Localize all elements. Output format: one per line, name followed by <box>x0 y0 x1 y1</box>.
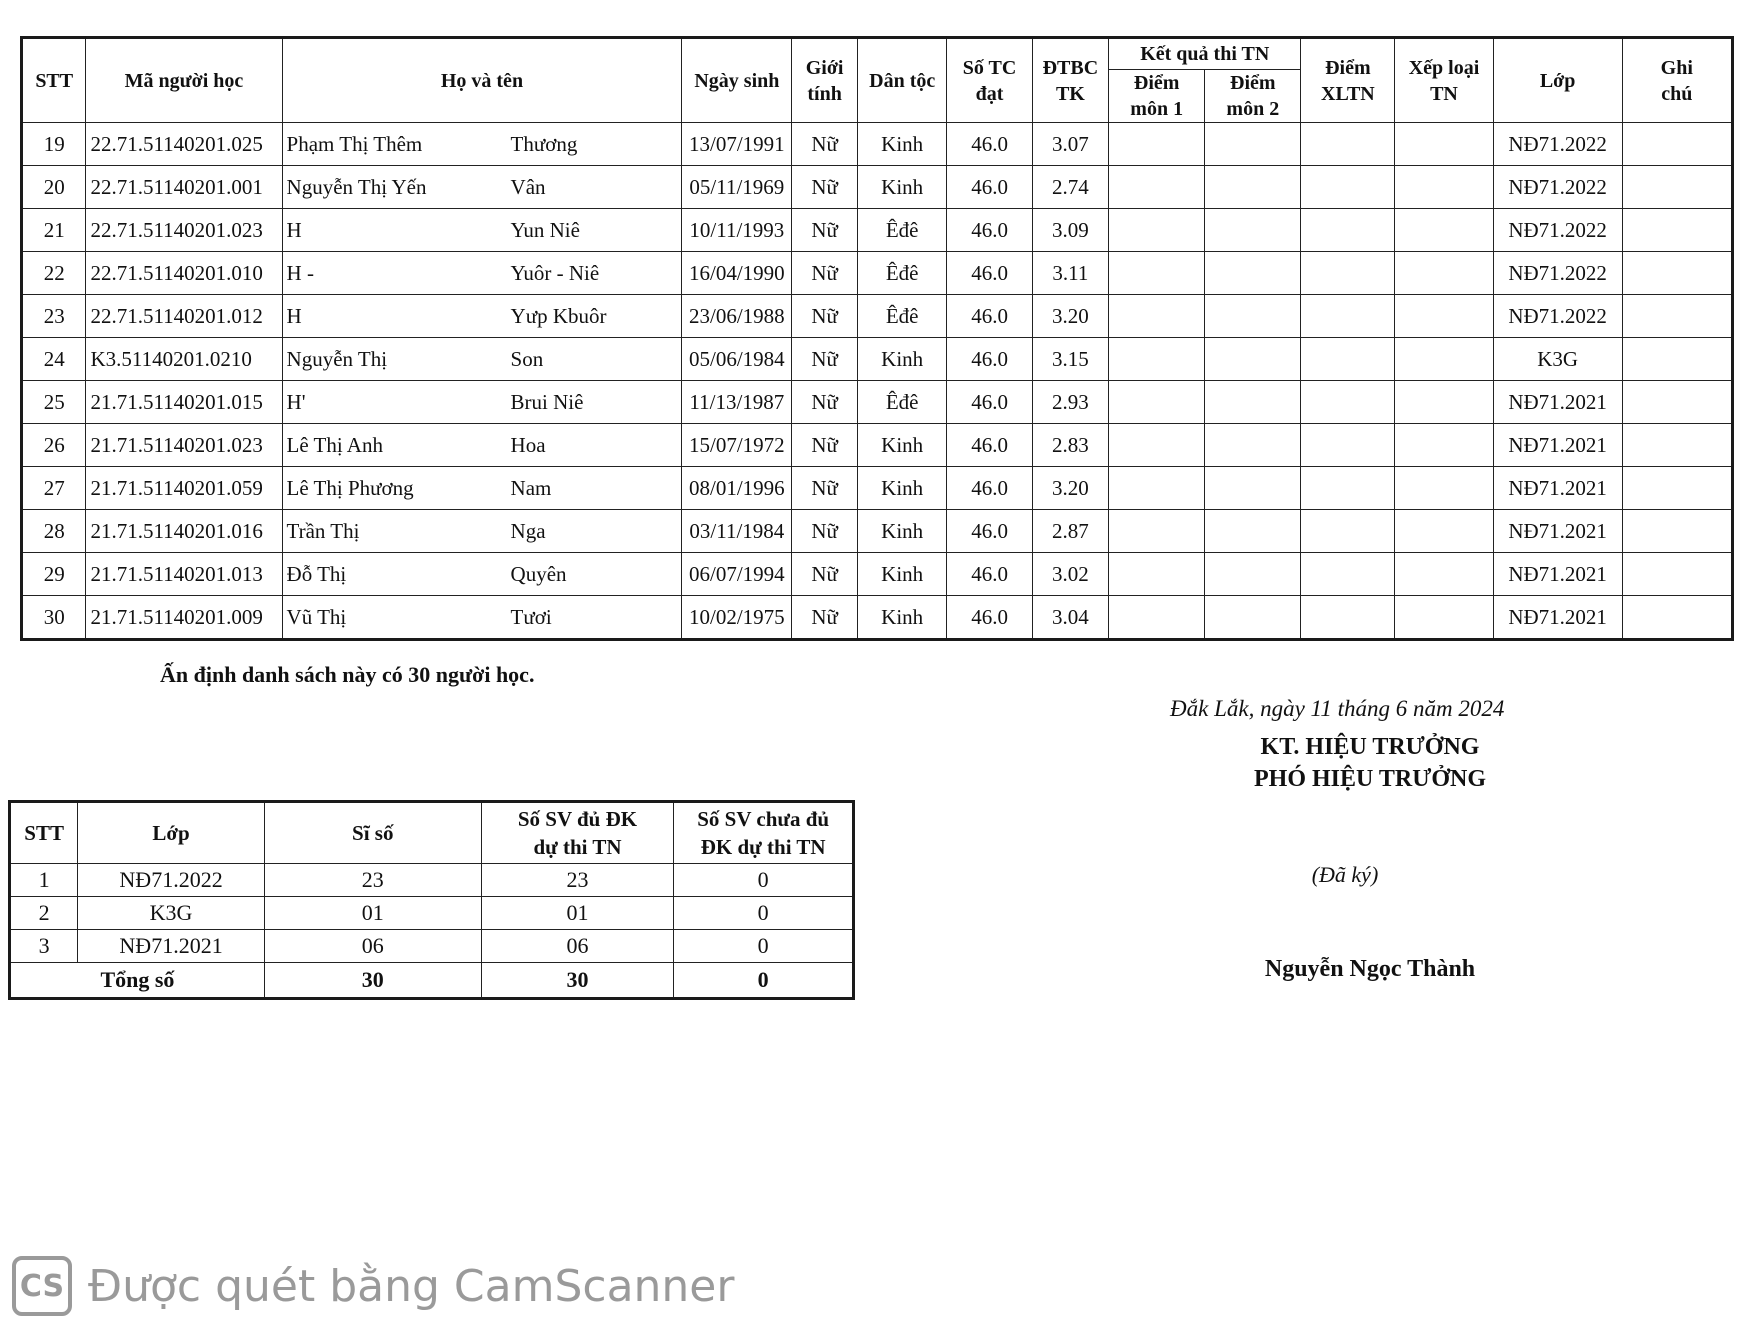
row-first-name: Quyên <box>510 561 567 586</box>
row-student-id: 22.71.51140201.010 <box>86 252 282 295</box>
row-first-name: Nam <box>510 475 552 500</box>
row-student-id: K3.51140201.0210 <box>86 338 282 381</box>
summary-total-label: Tổng số <box>10 963 265 999</box>
row-notes <box>1622 381 1732 424</box>
row-subject2-score <box>1205 424 1301 467</box>
row-student-id: 21.71.51140201.009 <box>86 596 282 640</box>
row-student-id: 22.71.51140201.001 <box>86 166 282 209</box>
row-last-name: Lê Thị Phương <box>286 475 414 500</box>
row-gpa: 3.11 <box>1032 252 1108 295</box>
row-stt: 23 <box>22 295 86 338</box>
row-gpa: 2.83 <box>1032 424 1108 467</box>
row-ethnicity: Kinh <box>857 553 947 596</box>
row-ethnicity: Kinh <box>857 338 947 381</box>
row-stt: 22 <box>22 252 86 295</box>
row-subject2-score <box>1205 295 1301 338</box>
summary-row <box>10 864 854 897</box>
row-credits: 46.0 <box>947 553 1032 596</box>
summary-stt: 3 <box>10 930 78 963</box>
row-subject2-score <box>1205 338 1301 381</box>
row-class: NĐ71.2022 <box>1493 123 1622 166</box>
table-row <box>22 166 1733 209</box>
row-grade <box>1395 209 1493 252</box>
row-stt: 25 <box>22 381 86 424</box>
row-subject2-score <box>1205 209 1301 252</box>
table-row <box>22 424 1733 467</box>
header-gender: Giới tính <box>792 38 858 123</box>
row-gpa: 3.20 <box>1032 467 1108 510</box>
row-full-name <box>282 596 682 640</box>
row-notes <box>1622 553 1732 596</box>
row-birth-date: 11/13/1987 <box>682 381 792 424</box>
row-xltn-score <box>1301 381 1395 424</box>
row-gender: Nữ <box>792 166 858 209</box>
row-ethnicity: Kinh <box>857 166 947 209</box>
row-grade <box>1395 295 1493 338</box>
summary-eligible: 01 <box>481 897 674 930</box>
table-row <box>22 209 1733 252</box>
row-last-name: Phạm Thị Thêm <box>286 131 423 156</box>
row-credits: 46.0 <box>947 123 1032 166</box>
summary-class: NĐ71.2021 <box>78 930 265 963</box>
row-ethnicity: Kinh <box>857 596 947 640</box>
row-grade <box>1395 166 1493 209</box>
student-list-table <box>20 36 1734 641</box>
row-gpa: 3.07 <box>1032 123 1108 166</box>
class-summary-table <box>8 800 855 1000</box>
row-grade <box>1395 252 1493 295</box>
row-stt: 27 <box>22 467 86 510</box>
row-subject2-score <box>1205 596 1301 640</box>
row-grade <box>1395 596 1493 640</box>
camscanner-logo-icon: CS <box>12 1256 72 1316</box>
summary-row <box>10 930 854 963</box>
header-xltn-score: Điểm XLTN <box>1301 38 1395 123</box>
row-xltn-score <box>1301 338 1395 381</box>
list-note: Ấn định danh sách này có 30 người học. <box>160 662 535 687</box>
summary-count: 01 <box>264 897 481 930</box>
row-subject1-score <box>1109 209 1205 252</box>
row-full-name <box>282 424 682 467</box>
row-student-id: 22.71.51140201.025 <box>86 123 282 166</box>
row-first-name: Brui Niê <box>510 389 584 414</box>
row-gender: Nữ <box>792 209 858 252</box>
table-row <box>22 596 1733 640</box>
table-row <box>22 381 1733 424</box>
row-xltn-score <box>1301 467 1395 510</box>
row-notes <box>1622 467 1732 510</box>
row-birth-date: 15/07/1972 <box>682 424 792 467</box>
row-gender: Nữ <box>792 424 858 467</box>
row-gpa: 3.20 <box>1032 295 1108 338</box>
row-gender: Nữ <box>792 252 858 295</box>
row-subject1-score <box>1109 295 1205 338</box>
row-gender: Nữ <box>792 123 858 166</box>
row-subject1-score <box>1109 338 1205 381</box>
table-row <box>22 252 1733 295</box>
row-full-name <box>282 467 682 510</box>
row-stt: 24 <box>22 338 86 381</box>
row-credits: 46.0 <box>947 252 1032 295</box>
row-first-name: Yưp Kbuôr <box>510 303 607 328</box>
row-last-name: Trần Thị <box>286 518 360 543</box>
row-ethnicity: Kinh <box>857 123 947 166</box>
row-last-name: Nguyễn Thị <box>286 346 388 371</box>
row-gpa: 2.74 <box>1032 166 1108 209</box>
row-birth-date: 16/04/1990 <box>682 252 792 295</box>
signer-name: Nguyễn Ngọc Thành <box>1264 956 1476 982</box>
row-stt: 20 <box>22 166 86 209</box>
row-last-name: H <box>286 303 302 328</box>
row-last-name: Lê Thị Anh <box>286 432 383 457</box>
summary-stt: 1 <box>10 864 78 897</box>
summary-header-class: Lớp <box>78 802 265 864</box>
row-credits: 46.0 <box>947 338 1032 381</box>
row-student-id: 21.71.51140201.023 <box>86 424 282 467</box>
summary-header-count: Sĩ số <box>264 802 481 864</box>
signature-title-2: PHÓ HIỆU TRƯỞNG <box>1253 766 1487 792</box>
header-notes: Ghi chú <box>1622 38 1732 123</box>
table-row <box>22 553 1733 596</box>
row-first-name: Yuôr - Niê <box>510 260 600 285</box>
row-xltn-score <box>1301 424 1395 467</box>
row-class: NĐ71.2021 <box>1493 381 1622 424</box>
row-birth-date: 10/02/1975 <box>682 596 792 640</box>
row-birth-date: 10/11/1993 <box>682 209 792 252</box>
row-class: K3G <box>1493 338 1622 381</box>
summary-ineligible: 0 <box>674 930 854 963</box>
row-grade <box>1395 510 1493 553</box>
row-full-name <box>282 510 682 553</box>
row-ethnicity: Êđê <box>857 209 947 252</box>
row-gpa: 2.93 <box>1032 381 1108 424</box>
row-stt: 29 <box>22 553 86 596</box>
row-gender: Nữ <box>792 596 858 640</box>
row-notes <box>1622 209 1732 252</box>
row-credits: 46.0 <box>947 596 1032 640</box>
row-grade <box>1395 424 1493 467</box>
row-full-name <box>282 209 682 252</box>
row-ethnicity: Êđê <box>857 295 947 338</box>
row-subject2-score <box>1205 166 1301 209</box>
row-birth-date: 06/07/1994 <box>682 553 792 596</box>
row-last-name: H <box>286 217 302 242</box>
row-ethnicity: Êđê <box>857 252 947 295</box>
summary-count: 23 <box>264 864 481 897</box>
table-body <box>22 123 1733 640</box>
table-row <box>22 338 1733 381</box>
row-subject1-score <box>1109 510 1205 553</box>
row-gpa: 2.87 <box>1032 510 1108 553</box>
summary-stt: 2 <box>10 897 78 930</box>
row-last-name: Nguyễn Thị Yến <box>286 174 427 199</box>
row-notes <box>1622 338 1732 381</box>
watermark-text: Được quét bằng CamScanner <box>88 1260 735 1312</box>
row-gender: Nữ <box>792 381 858 424</box>
row-credits: 46.0 <box>947 467 1032 510</box>
camscanner-watermark <box>12 1256 734 1316</box>
row-credits: 46.0 <box>947 166 1032 209</box>
row-class: NĐ71.2022 <box>1493 166 1622 209</box>
header-stt: STT <box>22 38 86 123</box>
row-subject1-score <box>1109 467 1205 510</box>
row-subject1-score <box>1109 596 1205 640</box>
row-class: NĐ71.2021 <box>1493 553 1622 596</box>
row-gender: Nữ <box>792 338 858 381</box>
summary-header-eligible: Số SV đủ ĐK dự thi TN <box>481 802 674 864</box>
row-class: NĐ71.2022 <box>1493 252 1622 295</box>
row-class: NĐ71.2021 <box>1493 510 1622 553</box>
signed-mark: (Đã ký) <box>1311 862 1379 887</box>
row-student-id: 21.71.51140201.016 <box>86 510 282 553</box>
row-birth-date: 08/01/1996 <box>682 467 792 510</box>
row-xltn-score <box>1301 166 1395 209</box>
row-credits: 46.0 <box>947 424 1032 467</box>
row-subject1-score <box>1109 252 1205 295</box>
header-grade: Xếp loại TN <box>1395 38 1493 123</box>
row-xltn-score <box>1301 553 1395 596</box>
row-full-name <box>282 123 682 166</box>
row-credits: 46.0 <box>947 295 1032 338</box>
summary-total-count: 30 <box>264 963 481 999</box>
row-grade <box>1395 338 1493 381</box>
row-first-name: Son <box>510 346 544 371</box>
row-full-name <box>282 252 682 295</box>
row-subject1-score <box>1109 381 1205 424</box>
row-subject2-score <box>1205 510 1301 553</box>
row-last-name: Đỗ Thị <box>286 561 347 586</box>
row-birth-date: 13/07/1991 <box>682 123 792 166</box>
row-gender: Nữ <box>792 510 858 553</box>
row-subject1-score <box>1109 166 1205 209</box>
row-birth-date: 05/11/1969 <box>682 166 792 209</box>
row-gender: Nữ <box>792 295 858 338</box>
row-first-name: Thương <box>510 131 578 156</box>
header-gpa: ĐTBC TK <box>1032 38 1108 123</box>
row-class: NĐ71.2022 <box>1493 209 1622 252</box>
row-ethnicity: Êđê <box>857 381 947 424</box>
row-ethnicity: Kinh <box>857 424 947 467</box>
row-grade <box>1395 467 1493 510</box>
summary-class: NĐ71.2022 <box>78 864 265 897</box>
row-notes <box>1622 166 1732 209</box>
header-subject1-score: Điểm môn 1 <box>1109 70 1205 123</box>
row-xltn-score <box>1301 209 1395 252</box>
summary-count: 06 <box>264 930 481 963</box>
row-ethnicity: Kinh <box>857 467 947 510</box>
header-credits: Số TC đạt <box>947 38 1032 123</box>
row-gpa: 3.04 <box>1032 596 1108 640</box>
summary-eligible: 06 <box>481 930 674 963</box>
summary-ineligible: 0 <box>674 864 854 897</box>
summary-eligible: 23 <box>481 864 674 897</box>
row-notes <box>1622 252 1732 295</box>
row-grade <box>1395 381 1493 424</box>
row-stt: 30 <box>22 596 86 640</box>
row-notes <box>1622 123 1732 166</box>
row-notes <box>1622 424 1732 467</box>
row-student-id: 21.71.51140201.015 <box>86 381 282 424</box>
row-student-id: 21.71.51140201.059 <box>86 467 282 510</box>
row-first-name: Vân <box>510 174 546 199</box>
row-subject2-score <box>1205 252 1301 295</box>
row-stt: 28 <box>22 510 86 553</box>
row-gpa: 3.09 <box>1032 209 1108 252</box>
summary-header-stt: STT <box>10 802 78 864</box>
row-class: NĐ71.2021 <box>1493 467 1622 510</box>
row-notes <box>1622 596 1732 640</box>
row-gpa: 3.15 <box>1032 338 1108 381</box>
row-credits: 46.0 <box>947 510 1032 553</box>
summary-class: K3G <box>78 897 265 930</box>
header-birth-date: Ngày sinh <box>682 38 792 123</box>
table-row <box>22 123 1733 166</box>
row-full-name <box>282 166 682 209</box>
table-row <box>22 295 1733 338</box>
signature-title-1: KT. HIỆU TRƯỞNG <box>1260 734 1480 760</box>
signature-date: Đắk Lắk, ngày 11 tháng 6 năm 2024 <box>1170 696 1505 721</box>
table-row <box>22 467 1733 510</box>
row-first-name: Tươi <box>510 604 552 629</box>
row-subject2-score <box>1205 467 1301 510</box>
row-ethnicity: Kinh <box>857 510 947 553</box>
summary-header <box>10 802 854 864</box>
row-gender: Nữ <box>792 553 858 596</box>
row-first-name: Yun Niê <box>510 217 580 242</box>
row-credits: 46.0 <box>947 209 1032 252</box>
header-exam-result: Kết quả thi TN <box>1109 38 1301 70</box>
row-birth-date: 23/06/1988 <box>682 295 792 338</box>
row-xltn-score <box>1301 295 1395 338</box>
row-last-name: Vũ Thị <box>286 604 347 629</box>
table-header <box>22 38 1733 123</box>
row-gpa: 3.02 <box>1032 553 1108 596</box>
row-subject2-score <box>1205 553 1301 596</box>
row-last-name: H - <box>286 260 314 285</box>
row-credits: 46.0 <box>947 381 1032 424</box>
row-subject2-score <box>1205 381 1301 424</box>
row-last-name: H' <box>286 389 306 414</box>
summary-total-ineligible: 0 <box>674 963 854 999</box>
row-xltn-score <box>1301 252 1395 295</box>
header-subject2-score: Điểm môn 2 <box>1205 70 1301 123</box>
summary-total-row <box>10 963 854 999</box>
row-subject2-score <box>1205 123 1301 166</box>
row-stt: 21 <box>22 209 86 252</box>
header-class: Lớp <box>1493 38 1622 123</box>
row-full-name <box>282 338 682 381</box>
summary-total-eligible: 30 <box>481 963 674 999</box>
row-student-id: 22.71.51140201.023 <box>86 209 282 252</box>
row-first-name: Hoa <box>510 432 546 457</box>
summary-ineligible: 0 <box>674 897 854 930</box>
row-student-id: 21.71.51140201.013 <box>86 553 282 596</box>
row-notes <box>1622 510 1732 553</box>
summary-header-ineligible: Số SV chưa đủ ĐK dự thi TN <box>674 802 854 864</box>
row-stt: 26 <box>22 424 86 467</box>
row-full-name <box>282 381 682 424</box>
row-gender: Nữ <box>792 467 858 510</box>
row-subject1-score <box>1109 553 1205 596</box>
row-student-id: 22.71.51140201.012 <box>86 295 282 338</box>
row-class: NĐ71.2022 <box>1493 295 1622 338</box>
row-subject1-score <box>1109 123 1205 166</box>
summary-body <box>10 864 854 963</box>
row-stt: 19 <box>22 123 86 166</box>
row-class: NĐ71.2021 <box>1493 596 1622 640</box>
row-grade <box>1395 123 1493 166</box>
header-full-name: Họ và tên <box>282 38 682 123</box>
row-xltn-score <box>1301 596 1395 640</box>
header-ethnicity: Dân tộc <box>857 38 947 123</box>
summary-row <box>10 897 854 930</box>
row-xltn-score <box>1301 510 1395 553</box>
row-xltn-score <box>1301 123 1395 166</box>
header-student-id: Mã người học <box>86 38 282 123</box>
table-row <box>22 510 1733 553</box>
row-full-name <box>282 295 682 338</box>
row-birth-date: 03/11/1984 <box>682 510 792 553</box>
row-grade <box>1395 553 1493 596</box>
row-class: NĐ71.2021 <box>1493 424 1622 467</box>
row-subject1-score <box>1109 424 1205 467</box>
row-notes <box>1622 295 1732 338</box>
row-birth-date: 05/06/1984 <box>682 338 792 381</box>
row-first-name: Nga <box>510 518 546 543</box>
row-full-name <box>282 553 682 596</box>
